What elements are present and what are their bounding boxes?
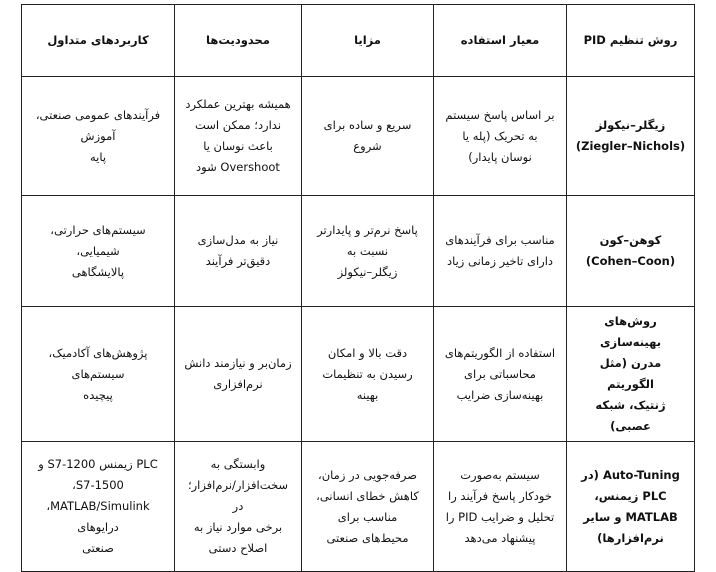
cell-method — [567, 442, 695, 572]
cell-text: Auto-Tuning (در PLC زیمنس، MATLAB و سایر نرم‌افزارها) — [581, 467, 680, 545]
cell-method — [567, 307, 695, 442]
table-row — [22, 442, 695, 572]
cell-advantages — [302, 77, 434, 196]
header-common-applications: کاربردهای متداول — [22, 5, 175, 77]
cell-advantages — [302, 307, 434, 442]
cell-text: سیستم‌های حرارتی، شیمیایی، پالایشگاهی — [50, 222, 146, 279]
cell-text: وابستگی به سخت‌افزار/نرم‌افزار؛ در برخی موارد نیاز به اصلاح دستی — [187, 457, 289, 555]
header-tuning-method: روش تنظیم PID — [567, 5, 695, 77]
table-row — [22, 196, 695, 307]
table-header-row — [22, 5, 695, 77]
cell-text: زمان‌بر و نیازمند دانش نرم‌افزاری — [184, 356, 292, 391]
cell-limitations — [175, 442, 302, 572]
header-advantages: مزایا — [302, 5, 434, 77]
table-row — [22, 307, 695, 442]
cell-text: دقت بالا و امکان رسیدن به تنظیمات بهینه — [322, 345, 413, 402]
cell-applications — [22, 307, 175, 442]
cell-limitations — [175, 77, 302, 196]
cell-limitations — [175, 307, 302, 442]
comparison-table-container — [21, 4, 694, 572]
cell-text: روش‌های بهینه‌سازی مدرن (مثل الگوریتم ژنتیک، شبکه عصبی) — [595, 314, 666, 433]
cell-text: استفاده از الگوریتم‌های محاسباتی برای بهینه‌سازی ضرایب — [444, 345, 556, 402]
header-limitations: محدودیت‌ها — [175, 5, 302, 77]
cell-advantages — [302, 196, 434, 307]
cell-criterion — [434, 307, 567, 442]
cell-text: نیاز به مدل‌سازی دقیق‌تر فرآیند — [197, 233, 279, 268]
pid-tuning-comparison-table — [21, 4, 695, 572]
cell-advantages — [302, 442, 434, 572]
cell-text: کوهن–کون (Cohen–Coon) — [585, 233, 676, 268]
cell-applications — [22, 442, 175, 572]
cell-method — [567, 196, 695, 307]
table-row — [22, 77, 695, 196]
cell-criterion — [434, 196, 567, 307]
cell-text: همیشه بهترین عملکرد ندارد؛ ممکن است باعث نوسان یا Overshoot شود — [185, 97, 291, 174]
cell-text: PLC زیمنس S7-1200 و S7-1500، MATLAB/Simulink، درایوهای صنعتی — [38, 457, 158, 555]
cell-text: پاسخ نرم‌تر و پایدارتر نسبت به زیگلر–نیکولز — [317, 222, 418, 279]
cell-applications — [22, 196, 175, 307]
cell-text: پژوهش‌های آکادمیک، سیستم‌های پیچیده — [48, 345, 148, 402]
cell-text: زیگلر–نیکولز (Ziegler–Nichols) — [575, 118, 686, 153]
cell-text: فرآیندهای عمومی صنعتی، آموزش پایه — [35, 107, 161, 164]
cell-text: بر اساس پاسخ سیستم به تحریک (پله یا نوسان پایدار) — [445, 107, 555, 164]
cell-text: سریع و ساده برای شروع — [323, 118, 412, 153]
cell-limitations — [175, 196, 302, 307]
cell-applications — [22, 77, 175, 196]
header-usage-criterion: معیار استفاده — [434, 5, 567, 77]
cell-criterion — [434, 442, 567, 572]
cell-criterion — [434, 77, 567, 196]
cell-text: صرفه‌جویی در زمان، کاهش خطای انسانی، مناسب برای محیط‌های صنعتی — [316, 467, 419, 545]
cell-method — [567, 77, 695, 196]
cell-text: سیستم به‌صورت خودکار پاسخ فرآیند را تحلیل و ضرایب PID را پیشنهاد می‌دهد — [445, 467, 555, 545]
cell-text: مناسب برای فرآیندهای دارای تاخیر زمانی زیاد — [445, 233, 555, 268]
